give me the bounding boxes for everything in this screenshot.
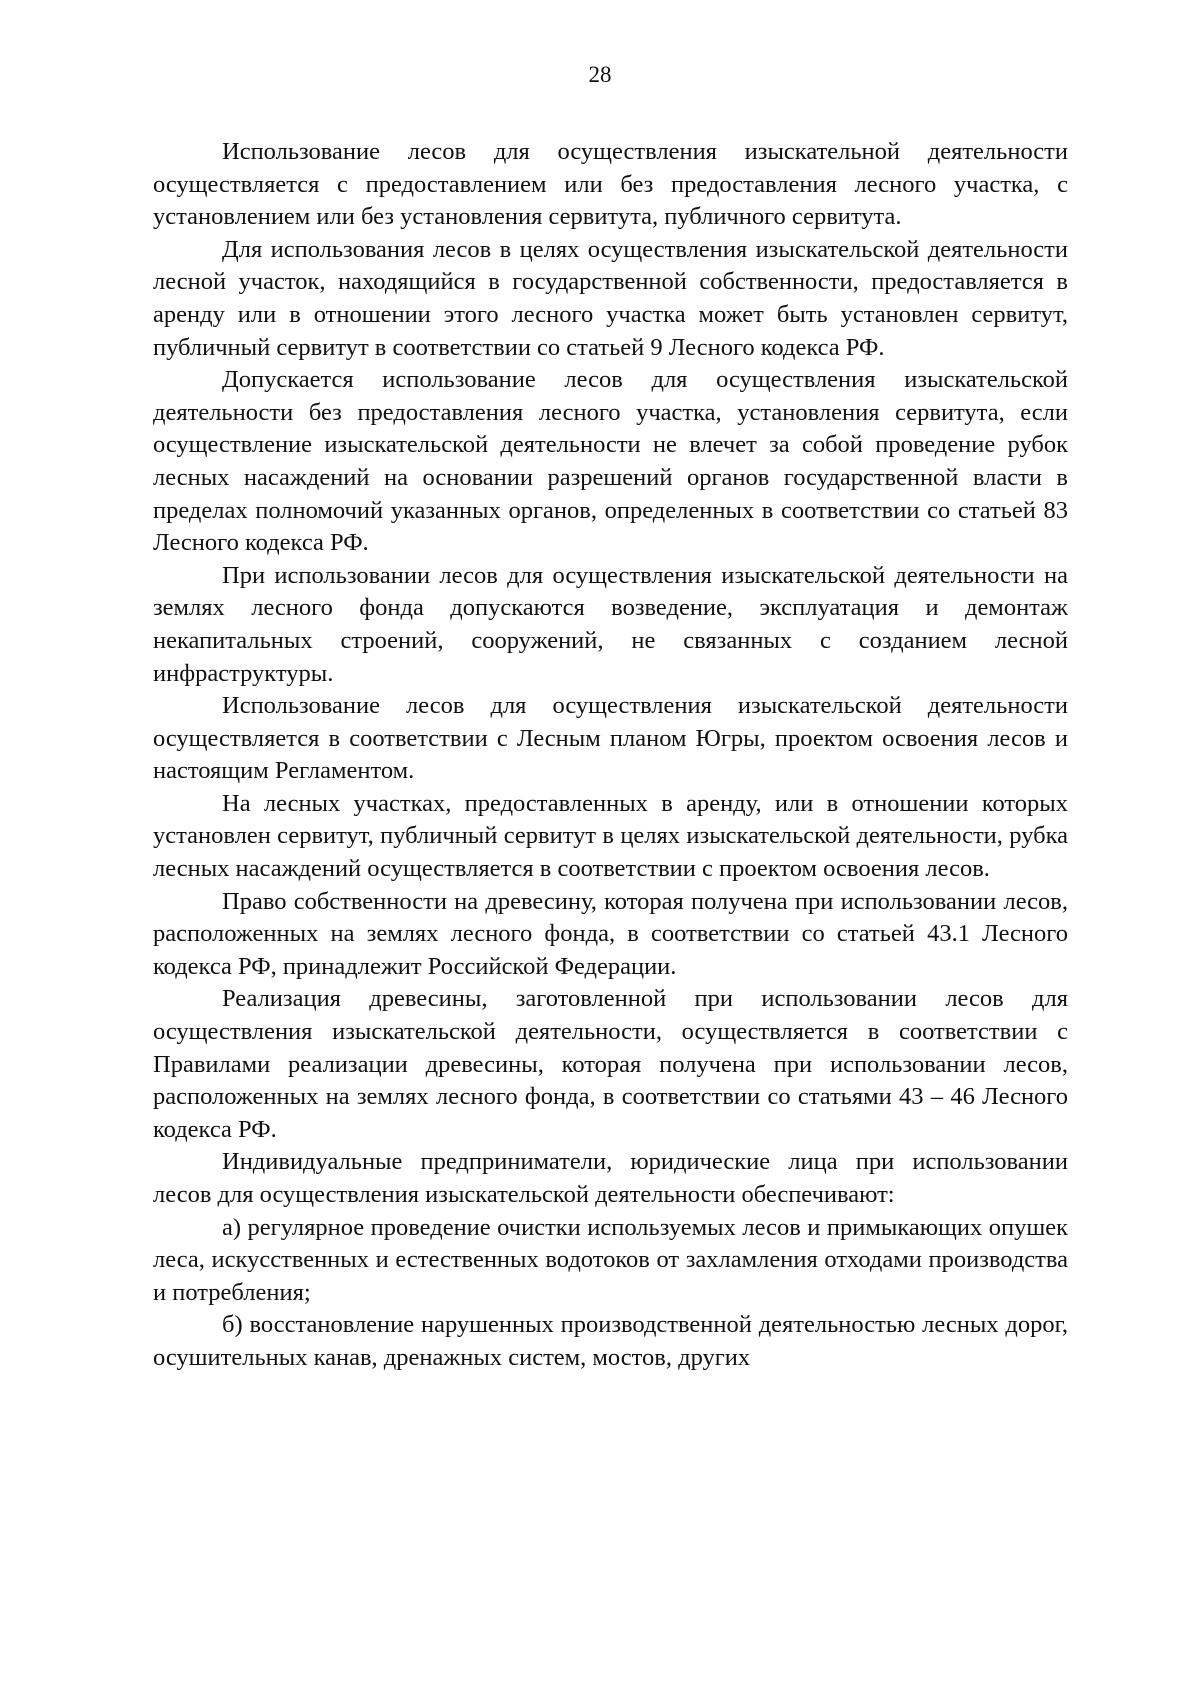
list-item-b: б) восстановление нарушенных производственной деятельностью лесных дорог, осушительных канав, дренажных систем, мостов, других bbox=[153, 1311, 1068, 1371]
list-item-a: а) регулярное проведение очистки используемых лесов и примыкающих опушек леса, искусственных и естественных водотоков от захламления отходами производства и потребления; bbox=[153, 1213, 1068, 1306]
paragraph-2: Для использования лесов в целях осуществления изыскательской деятельности лесной участок, находящийся в государственной собственности, предоставляется в аренду или в отношении этого лесного участка может быть установлен сервитут, публичный сервитут в соответствии со статьей 9 Лесного кодекса РФ. bbox=[153, 235, 1068, 361]
paragraph-8: Реализация древесины, заготовленной при использовании лесов для осуществления изыскательской деятельности, осуществляется в соответствии с Правилами реализации древесины, которая получена при использовании лесов, расположенных на землях лесного фонда, в соответствии со статьями 43 – 46 Лесного кодекса РФ. bbox=[153, 985, 1068, 1143]
paragraph-7: Право собственности на древесину, которая получена при использовании лесов, расположенных на землях лесного фонда, в соответствии со статьей 43.1 Лесного кодекса РФ, принадлежит Российской Федерации. bbox=[153, 887, 1068, 980]
paragraph-9: Индивидуальные предприниматели, юридические лица при использовании лесов для осуществления изыскательской деятельности обеспечивают: bbox=[153, 1148, 1068, 1208]
paragraph-5: Использование лесов для осуществления изыскательской деятельности осуществляется в соответствии с Лесным планом Югры, проектом освоения лесов и настоящим Регламентом. bbox=[153, 692, 1068, 785]
paragraph-6: На лесных участках, предоставленных в аренду, или в отношении которых установлен сервитут, публичный сервитут в целях изыскательской деятельности, рубка лесных насаждений осуществляется в соответствии с проектом освоения лесов. bbox=[153, 789, 1068, 883]
paragraph-4: При использовании лесов для осуществления изыскательской деятельности на землях лесного фонда допускаются возведение, эксплуатация и демонтаж некапитальных строений, сооружений, не связанных с созданием лесной инфраструктуры. bbox=[153, 561, 1068, 687]
paragraph-3: Допускается использование лесов для осуществления изыскательской деятельности без предоставления лесного участка, установления сервитута, если осуществление изыскательской деятельности не влечет за собой проведение рубок лесных насаждений на основании разрешений органов государственной власти в пределах полномочий указанных органов, определенных в соответствии со статьей 83 Лесного кодекса РФ. bbox=[153, 366, 1068, 557]
document-body bbox=[153, 136, 1068, 1375]
paragraph-1: Использование лесов для осуществления изыскательной деятельности осуществляется с предоставлением или без предоставления лесного участка, с установлением или без установления сервитута, публичного сервитута. bbox=[153, 138, 1068, 231]
page-number: 28 bbox=[588, 62, 612, 87]
